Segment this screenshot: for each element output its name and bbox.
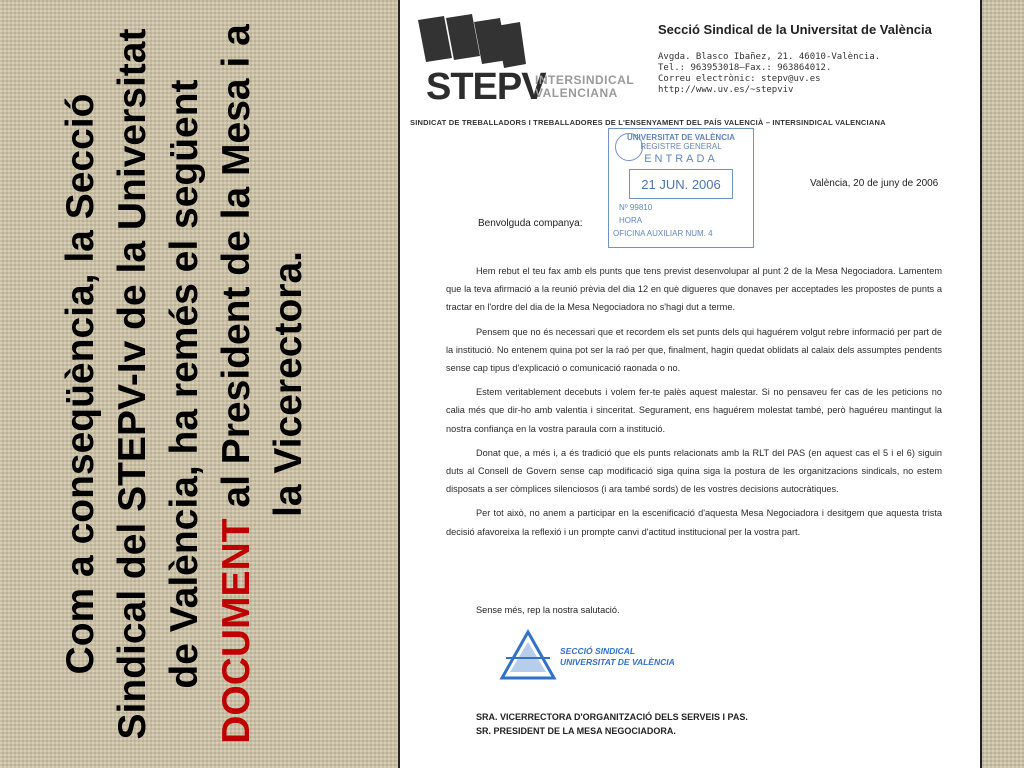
address-line: http://www.uv.es/~stepviv [658,85,794,95]
address-line: Tel.: 963953018—Fax.: 963864012. [658,63,832,73]
stamp-number: Nº 99810 [619,203,653,212]
logo-subtitle [535,74,634,100]
letter-body [446,262,942,547]
registry-stamp [608,128,754,248]
paragraph: Donat que, a més i, a és tradició que els punts relacionats amb la RLT del PAS (en aquest cas el 5 i el 6) siguin duts al Consell de Govern sense cap modificació siga quina siga la postura de les organitzacions sindicals, no estem disposats a ser còmplices silenciosos (i ara també sords) de les vostres decisions autocràtiques. [446,447,942,495]
logo-subtitle-1: INTERSINDICAL [535,73,635,87]
recipients [476,710,748,738]
paragraph: Estem veritablement decebuts i volem fer-te palès aquest malestar. Si no pensaveu fer cas de les peticions no calia més que dir-ho amb valentia i sinceritat. Segurament, ens haguérem molestat també, però haguéreu mantingut la nostra confiança en la vostra paraula com a institució. [446,387,942,434]
salutation: Benvolguda companya: [478,218,583,229]
caption-highlight: DOCUMENT [215,518,258,744]
slide-caption [55,14,315,754]
stamp-line2: REGISTRE GENERAL [640,142,722,151]
stamp-date: 21 JUN. 2006 [629,169,733,199]
place-date: València, 20 de juny de 2006 [810,178,939,189]
stepv-flags-logo-icon [416,14,526,72]
seal-line2: UNIVERSITAT DE VALÈNCIA [560,657,675,667]
caption-area [30,0,340,768]
stamp-line1: UNIVERSITAT DE VALÈNCIA [626,133,735,142]
stamp-hour: HORA [619,216,643,225]
address-line: Correu electrònic: stepv@uv.es [658,74,821,84]
address-line: Avgda. Blasco Ibañez, 21. 46010-València. [658,52,881,62]
seal-text [560,646,675,668]
caption-text-before: Com a conseqüència, la Secció Sindical del STEPV-Iv de la Universitat de València, ha remés el següent [59,28,206,740]
paragraph: Hem rebut el teu fax amb els punts que tens previst desenvolupar al punt 2 de la Mesa Negociadora. Lamentem que la teva afirmació a la reunió prèvia del dia 12 en què digueres que donaves per acceptades les propostes de punts a tractar en l'ordre del dia de la Mesa Negociadora no s'hagi dut a terme. [446,266,942,313]
letter-document [398,0,982,768]
recipient-1: SRA. VICERRECTORA D'ORGANITZACIÓ DELS SERVEIS I PAS. [476,712,748,722]
address-block [658,52,880,96]
university-seal-icon [615,133,643,161]
stamp-line3: ENTRADA [644,153,718,165]
paragraph: Pensem que no és necessari que et recordem els set punts dels qui haguérem volgut rebre informació per part de la institució. No entenem quina pot ser la raó per que, finalment, hagin quedat oblidats al calaix dels assumptes pendents sense cap tipus d'explicació o comunicació raonada o no. [446,326,942,374]
caption-text-after: al President de la Mesa i a la Vicerectora. [215,24,310,519]
union-line: SINDICAT DE TREBALLADORS I TREBALLADORES DE L'ENSENYAMENT DEL PAÍS VALENCIÀ – INTERSINDICAL VALENCIANA [410,118,886,127]
recipient-2: SR. PRESIDENT DE LA MESA NEGOCIADORA. [476,726,676,736]
stamp-office: OFICINA AUXILIAR NUM. 4 [613,229,713,238]
closing: Sense més, rep la nostra salutació. [476,605,620,615]
section-title: Secció Sindical de la Universitat de València [658,22,932,37]
paragraph: Per tot això, no anem a participar en la escenificació d'aquesta Mesa Negociadora i desitgem que aquesta trista decisió afavoreixa la reflexió i un prompte canvi d'actitud institucional per la vostra part. [446,508,942,537]
union-seal-icon [498,628,558,684]
seal-line1: SECCIÓ SINDICAL [560,646,636,656]
logo-subtitle-2: VALENCIANA [535,86,618,100]
stepv-logo: STEPV [426,66,546,108]
